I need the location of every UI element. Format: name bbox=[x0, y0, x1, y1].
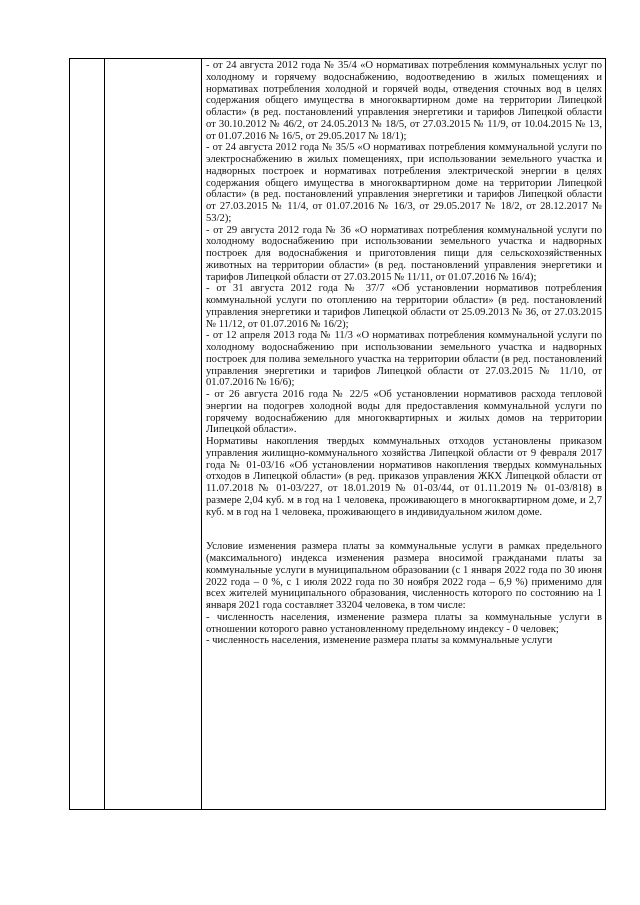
paragraph-population-equal: - численность населения, изменение размера платы за коммунальные услуги в отношении которого равно установленному предельному индексу - 0 человек; bbox=[206, 611, 602, 635]
paragraph-gap bbox=[206, 518, 602, 541]
document-table bbox=[69, 58, 606, 810]
paragraph-waste-norms: Нормативы накопления твердых коммунальных отходов установлены приказом управления жилищно-коммунального хозяйства Липецкой области от 9 февраля 2017 года № 01-03/16 «Об установлении нормативов накопления твердых коммунальных отходов в Липецкой области» (в ред. приказов управления ЖКХ Липецкой области от 11.07.2018 № 01-03/227, от 18.01.2019 № 01-03/44, от 01.11.2019 № 01-03/818) в размере 2,04 куб. м в год на 1 человека, проживающего в многоквартирном доме, и 2,7 куб. м в год на 1 человека, проживающего в индивидуальном жилом доме. bbox=[206, 436, 602, 518]
paragraph-population-cont: - численность населения, изменение размера платы за коммунальные услуги bbox=[206, 635, 553, 647]
column-divider-1 bbox=[104, 59, 105, 809]
paragraph-decree-37-7: - от 31 августа 2012 года № 37/7 «Об установлении нормативов потребления коммунальной услуги по отоплению на территории области» (в ред. постановлений управления энергетики и тарифов Липецкой области от 25.09.2013 № 36, от 27.03.2015 № 11/12, от 01.07.2016 № 16/2); bbox=[206, 283, 602, 330]
paragraph-decree-36: - от 29 августа 2012 года № 36 «О нормативах потребления коммунальной услуги по холодному водоснабжению при использовании земельного участка и надворных построек для водоснабжения и приготовления пищи для сельскохозяйственных животных на территории области» (в ред. постановлений управления энергетики и тарифов Липецкой области от 27.03.2015 № 11/11, от 01.07.2016 № 16/4); bbox=[206, 224, 602, 283]
paragraph-fee-condition: Условие изменения размера платы за коммунальные услуги в рамках предельного (максимального) индекса изменения размера вносимой гражданами платы за коммунальные услуги в муниципальном образовании (с 1 января 2022 года по 30 июня 2022 года – 0 %, с 1 июля 2022 года по 30 ноября 2022 года – 6,9 %) применимо для всех жителей муниципального образования, численность которого по состоянию на 1 января 2021 года составляет 33204 человека, в том числе: bbox=[206, 541, 602, 611]
column-divider-2 bbox=[201, 59, 202, 809]
paragraph-decree-11-3: - от 12 апреля 2013 года № 11/3 «О нормативах потребления коммунальной услуги по холодному водоснабжению при использовании земельного участка и надворных построек для полива земельного участка на территории области (в ред. постановлений управления энергетики и тарифов Липецкой области от 27.03.2015 № 11/10, от 01.07.2016 № 16/6); bbox=[206, 330, 602, 389]
paragraph-decree-35-4: - от 24 августа 2012 года № 35/4 «О нормативах потребления коммунальных услуг по холодному и горячему водоснабжению, водоотведению в жилых помещениях и нормативах потребления холодной и горячей воды, отведения сточных вод в целях содержания общего имущества в многоквартирном доме на территории Липецкой области» (в ред. постановлений управления энергетики и тарифов Липецкой области от 30.10.2012 № 46/2, от 24.05.2013 № 18/5, от 27.03.2015 № 11/9, от 10.04.2015 № 13, от 01.07.2016 № 16/5, от 29.05.2017 № 18/1); bbox=[206, 60, 602, 142]
paragraph-decree-35-5: - от 24 августа 2012 года № 35/5 «О нормативах потребления коммунальной услуги по электроснабжению в жилых помещениях, при использовании земельного участка и надворных построек и нормативах потребления электрической энергии в целях содержания общего имущества в многоквартирном доме на территории Липецкой области» (в ред. постановлений управления энергетики и тарифов Липецкой области от 27.03.2015 № 11/4, от 01.07.2016 № 16/3, от 29.05.2017 № 18/2, от 28.12.2017 № 53/2); bbox=[206, 142, 602, 224]
text-cell bbox=[206, 60, 602, 647]
paragraph-decree-22-5: - от 26 августа 2016 года № 22/5 «Об установлении нормативов расхода тепловой энергии на подогрев холодной воды для предоставления коммунальной услуги по горячему водоснабжению для многоквартирных и жилых домов на территории Липецкой области». bbox=[206, 389, 602, 436]
